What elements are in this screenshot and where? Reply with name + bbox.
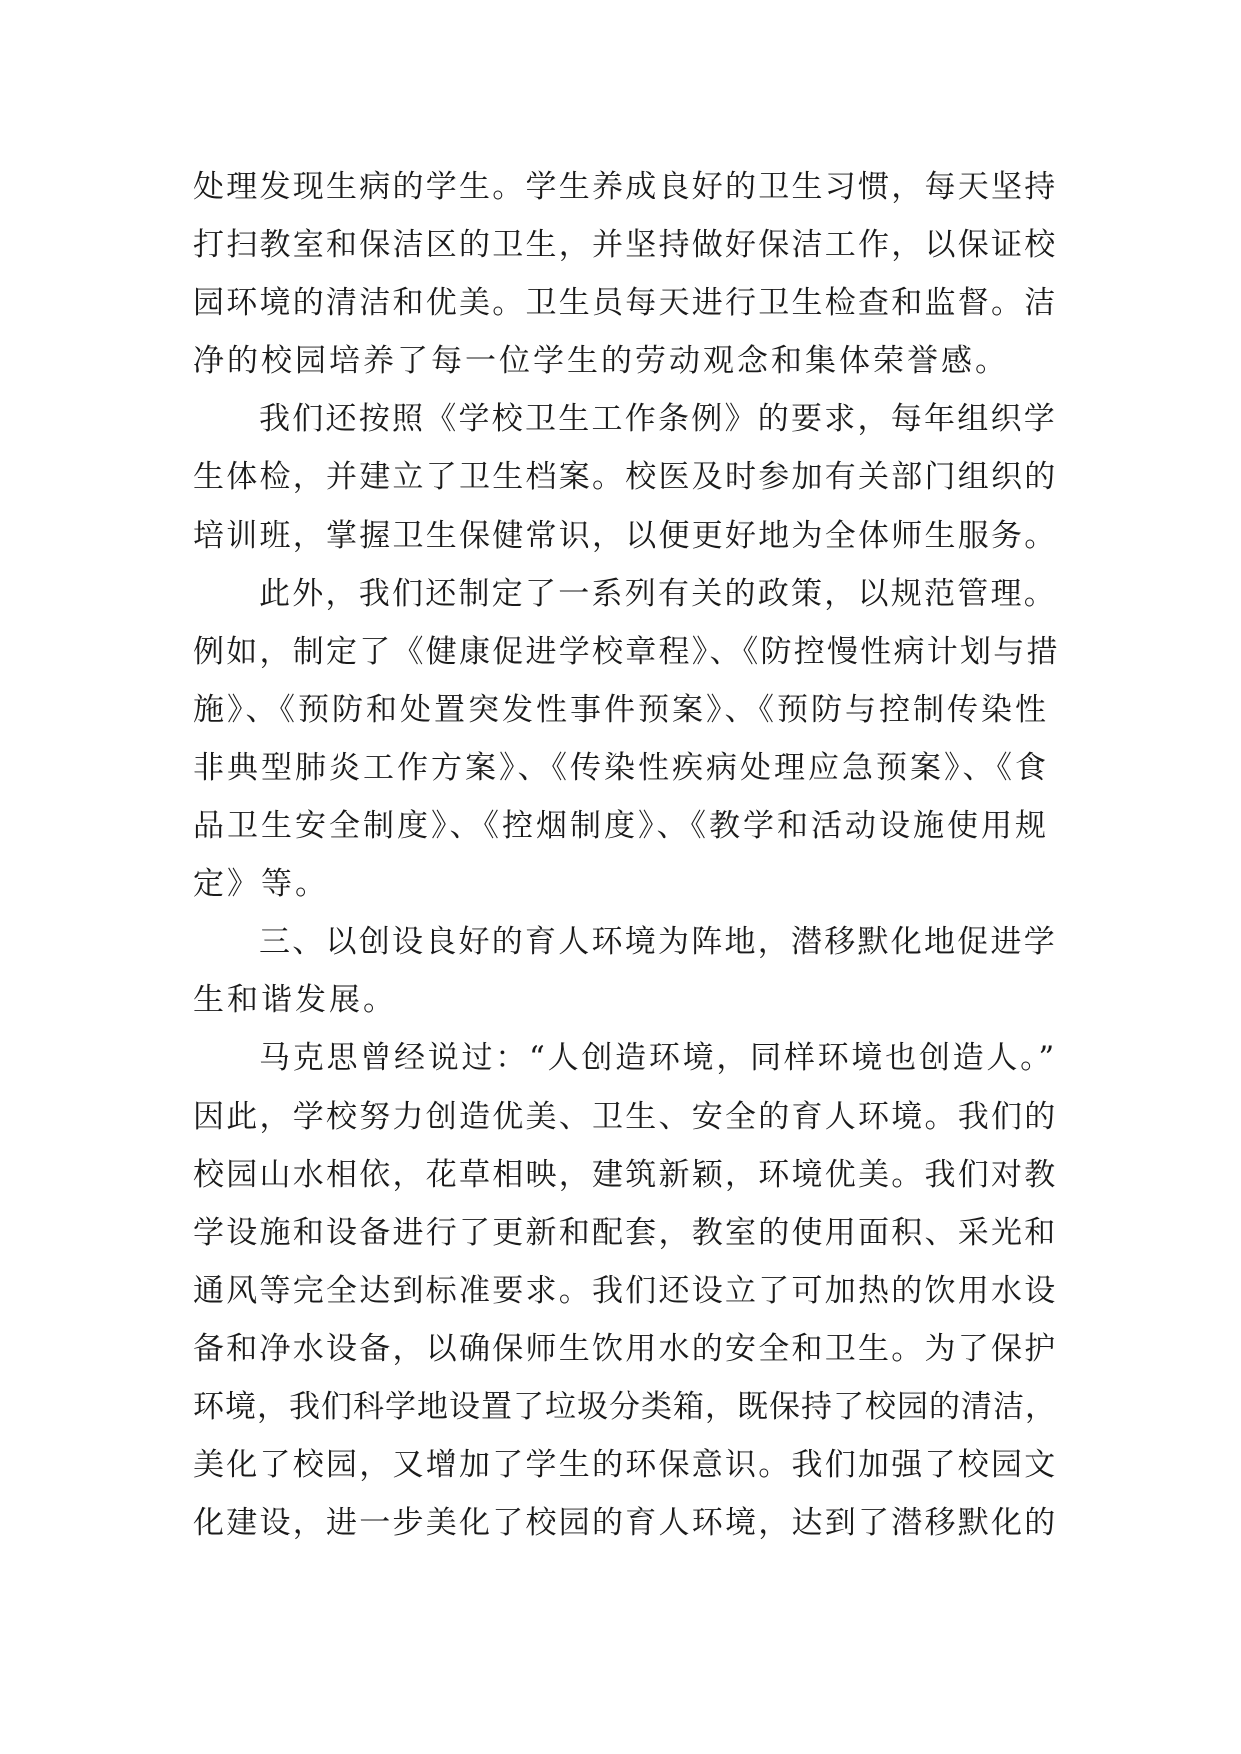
text-line: 培训班，掌握卫生保健常识，以便更好地为全体师生服务。: [193, 517, 1058, 554]
text-line: 环境，我们科学地设置了垃圾分类箱，既保持了校园的清洁，: [193, 1388, 1057, 1425]
text-line: 例如，制定了《健康促进学校章程》、《防控慢性病计划与措: [193, 633, 1060, 670]
text-line: 品卫生安全制度》、《控烟制度》、《教学和活动设施使用规: [193, 808, 1049, 845]
text-line: 因此，学校努力创造优美、卫生、安全的育人环境。我们的: [193, 1098, 1058, 1135]
body-text: [193, 158, 1060, 1552]
text-line: 此外，我们还制定了一系列有关的政策，以规范管理。: [259, 575, 1057, 612]
text-line: 美化了校园，又增加了学生的环保意识。我们加强了校园文: [193, 1447, 1058, 1484]
text-line: 马克思曾经说过：“人创造环境，同样环境也创造人。”: [259, 1040, 1057, 1077]
text-line: 我们还按照《学校卫生工作条例》的要求，每年组织学: [259, 401, 1057, 438]
text-line: 施》、《预防和处置突发性事件预案》、《预防与控制传染性: [193, 691, 1049, 728]
text-line: 生体检，并建立了卫生档案。校医及时参加有关部门组织的: [193, 459, 1058, 496]
text-line: 校园山水相依，花草相映，建筑新颖，环境优美。我们对教: [193, 1156, 1058, 1193]
section-heading-line: 生和谐发展。: [193, 982, 397, 1019]
section-heading-line: 三、以创设良好的育人环境为阵地，潜移默化地促进学: [259, 924, 1057, 961]
text-line: 净的校园培养了每一位学生的劳动观念和集体荣誉感。: [193, 343, 1009, 380]
text-line: 定》等。: [193, 866, 329, 903]
text-line: 备和净水设备，以确保师生饮用水的安全和卫生。为了保护: [193, 1330, 1058, 1367]
text-line: 园环境的清洁和优美。卫生员每天进行卫生检查和监督。洁: [193, 285, 1058, 322]
text-line: 处理发现生病的学生。学生养成良好的卫生习惯，每天坚持: [193, 169, 1058, 205]
text-line: 化建设，进一步美化了校园的育人环境，达到了潜移默化的: [193, 1505, 1058, 1542]
text-line: 通风等完全达到标准要求。我们还设立了可加热的饮用水设: [193, 1272, 1058, 1309]
text-line: 非典型肺炎工作方案》、《传染性疾病处理应急预案》、《食: [193, 749, 1049, 786]
text-line: 学设施和设备进行了更新和配套，教室的使用面积、采光和: [193, 1214, 1058, 1251]
text-line: 打扫教室和保洁区的卫生，并坚持做好保洁工作，以保证校: [193, 227, 1058, 264]
